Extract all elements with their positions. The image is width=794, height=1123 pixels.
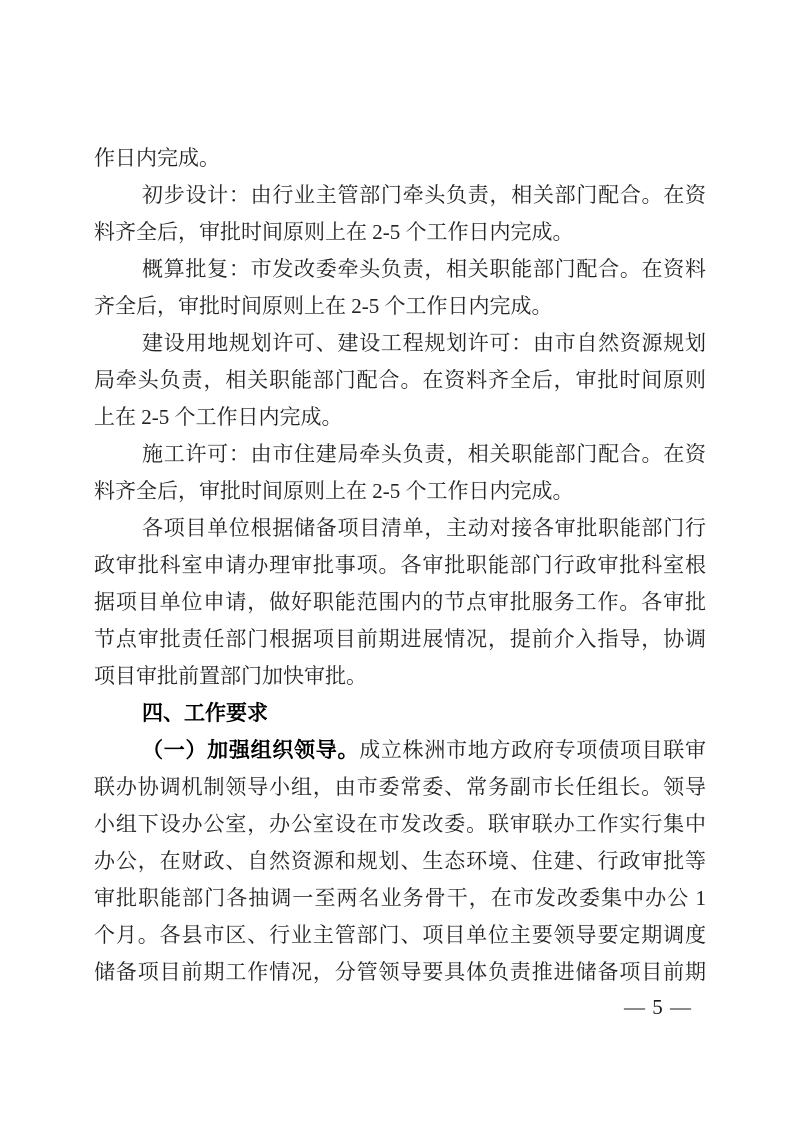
text-line: 上在 2-5 个工作日内完成。	[94, 405, 343, 429]
text-line: 个月。各县市区、行业主管部门、项目单位主要领导要定期调度	[94, 923, 706, 947]
text-line: 施工许可：由市住建局牵头负责，相关职能部门配合。在资	[142, 442, 706, 466]
text-line: 各项目单位根据储备项目清单，主动对接各审批职能部门行	[142, 516, 706, 540]
text-line: 据项目单位申请，做好职能范围内的节点审批服务工作。各审批	[94, 590, 706, 614]
text-line: 建设用地规划许可、建设工程规划许可：由市自然资源规划	[142, 331, 706, 355]
paragraph-lead-bold: （一）加强组织领导。	[142, 739, 360, 762]
text-line: 概算批复：市发改委牵头负责，相关职能部门配合。在资料	[142, 257, 706, 281]
text-line: 齐全后，审批时间原则上在 2-5 个工作日内完成。	[94, 294, 553, 318]
text-line: 小组下设办公室，办公室设在市发改委。联审联办工作实行集中	[94, 812, 706, 836]
text-line: 项目审批前置部门加快审批。	[94, 664, 367, 688]
text-line: 料齐全后，审批时间原则上在 2-5 个工作日内完成。	[94, 479, 574, 503]
document-body	[94, 140, 706, 991]
page-number: — 5 —	[624, 995, 692, 1019]
text-line: 局牵头负责，相关职能部门配合。在资料齐全后，审批时间原则	[94, 368, 706, 392]
text-line: 节点审批责任部门根据项目前期进展情况，提前介入指导，协调	[94, 627, 706, 651]
text-line	[94, 732, 706, 769]
text-line: 作日内完成。	[94, 146, 220, 170]
text-line: 初步设计：由行业主管部门牵头负责，相关部门配合。在资	[142, 183, 706, 207]
text-line: 储备项目前期工作情况，分管领导要具体负责推进储备项目前期	[94, 960, 706, 984]
text-line: 办公，在财政、自然资源和规划、生态环境、住建、行政审批等	[94, 849, 706, 873]
paragraph-text: 成立株洲市地方政府专项债项目联审	[359, 738, 707, 762]
text-line: 联办协调机制领导小组，由市委常委、常务副市长任组长。领导	[94, 775, 706, 799]
text-line: 审批职能部门各抽调一至两名业务骨干，在市发改委集中办公 1	[94, 886, 706, 910]
text-line: 政审批科室申请办理审批事项。各审批职能部门行政审批科室根	[94, 553, 706, 577]
section-heading: 四、工作要求	[142, 702, 268, 725]
text-line: 料齐全后，审批时间原则上在 2-5 个工作日内完成。	[94, 220, 574, 244]
